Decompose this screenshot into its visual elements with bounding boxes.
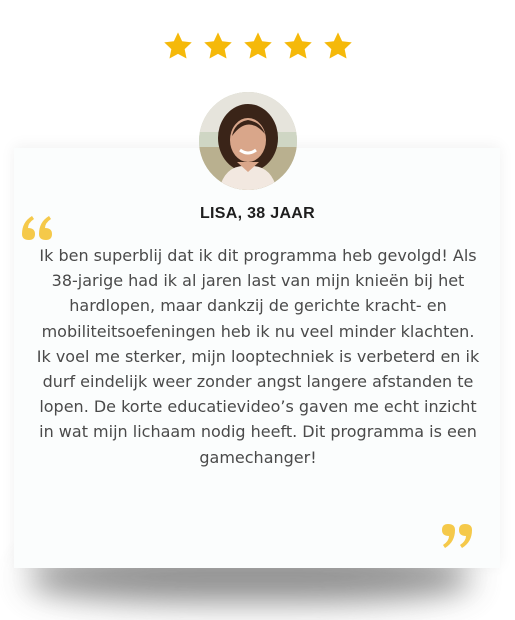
star-icon — [242, 30, 274, 62]
testimonial-text: Ik ben superblij dat ik dit programma heb gevolgd! Als 38-jarige had ik al jaren last van mijn knieën bij het hardlopen, maar dankzij de gerichte kracht- en mobiliteitsoefeningen heb ik nu veel minder klachten. Ik voel me sterker, mijn looptechniek is verbeterd en ik durf eindelijk weer zonder angst langere afstanden te lopen. De korte educatievideo’s gaven me echt inzicht in wat mijn lichaam nodig heeft. Dit programma is een gamechanger! — [36, 246, 480, 467]
close-quote-icon — [436, 514, 476, 554]
star-rating — [0, 30, 515, 62]
star-icon — [322, 30, 354, 62]
star-icon — [282, 30, 314, 62]
avatar — [199, 92, 297, 190]
reviewer-name: LISA, 38 JAAR — [199, 205, 316, 222]
open-quote-icon — [18, 204, 58, 244]
star-icon — [202, 30, 234, 62]
star-icon — [162, 30, 194, 62]
